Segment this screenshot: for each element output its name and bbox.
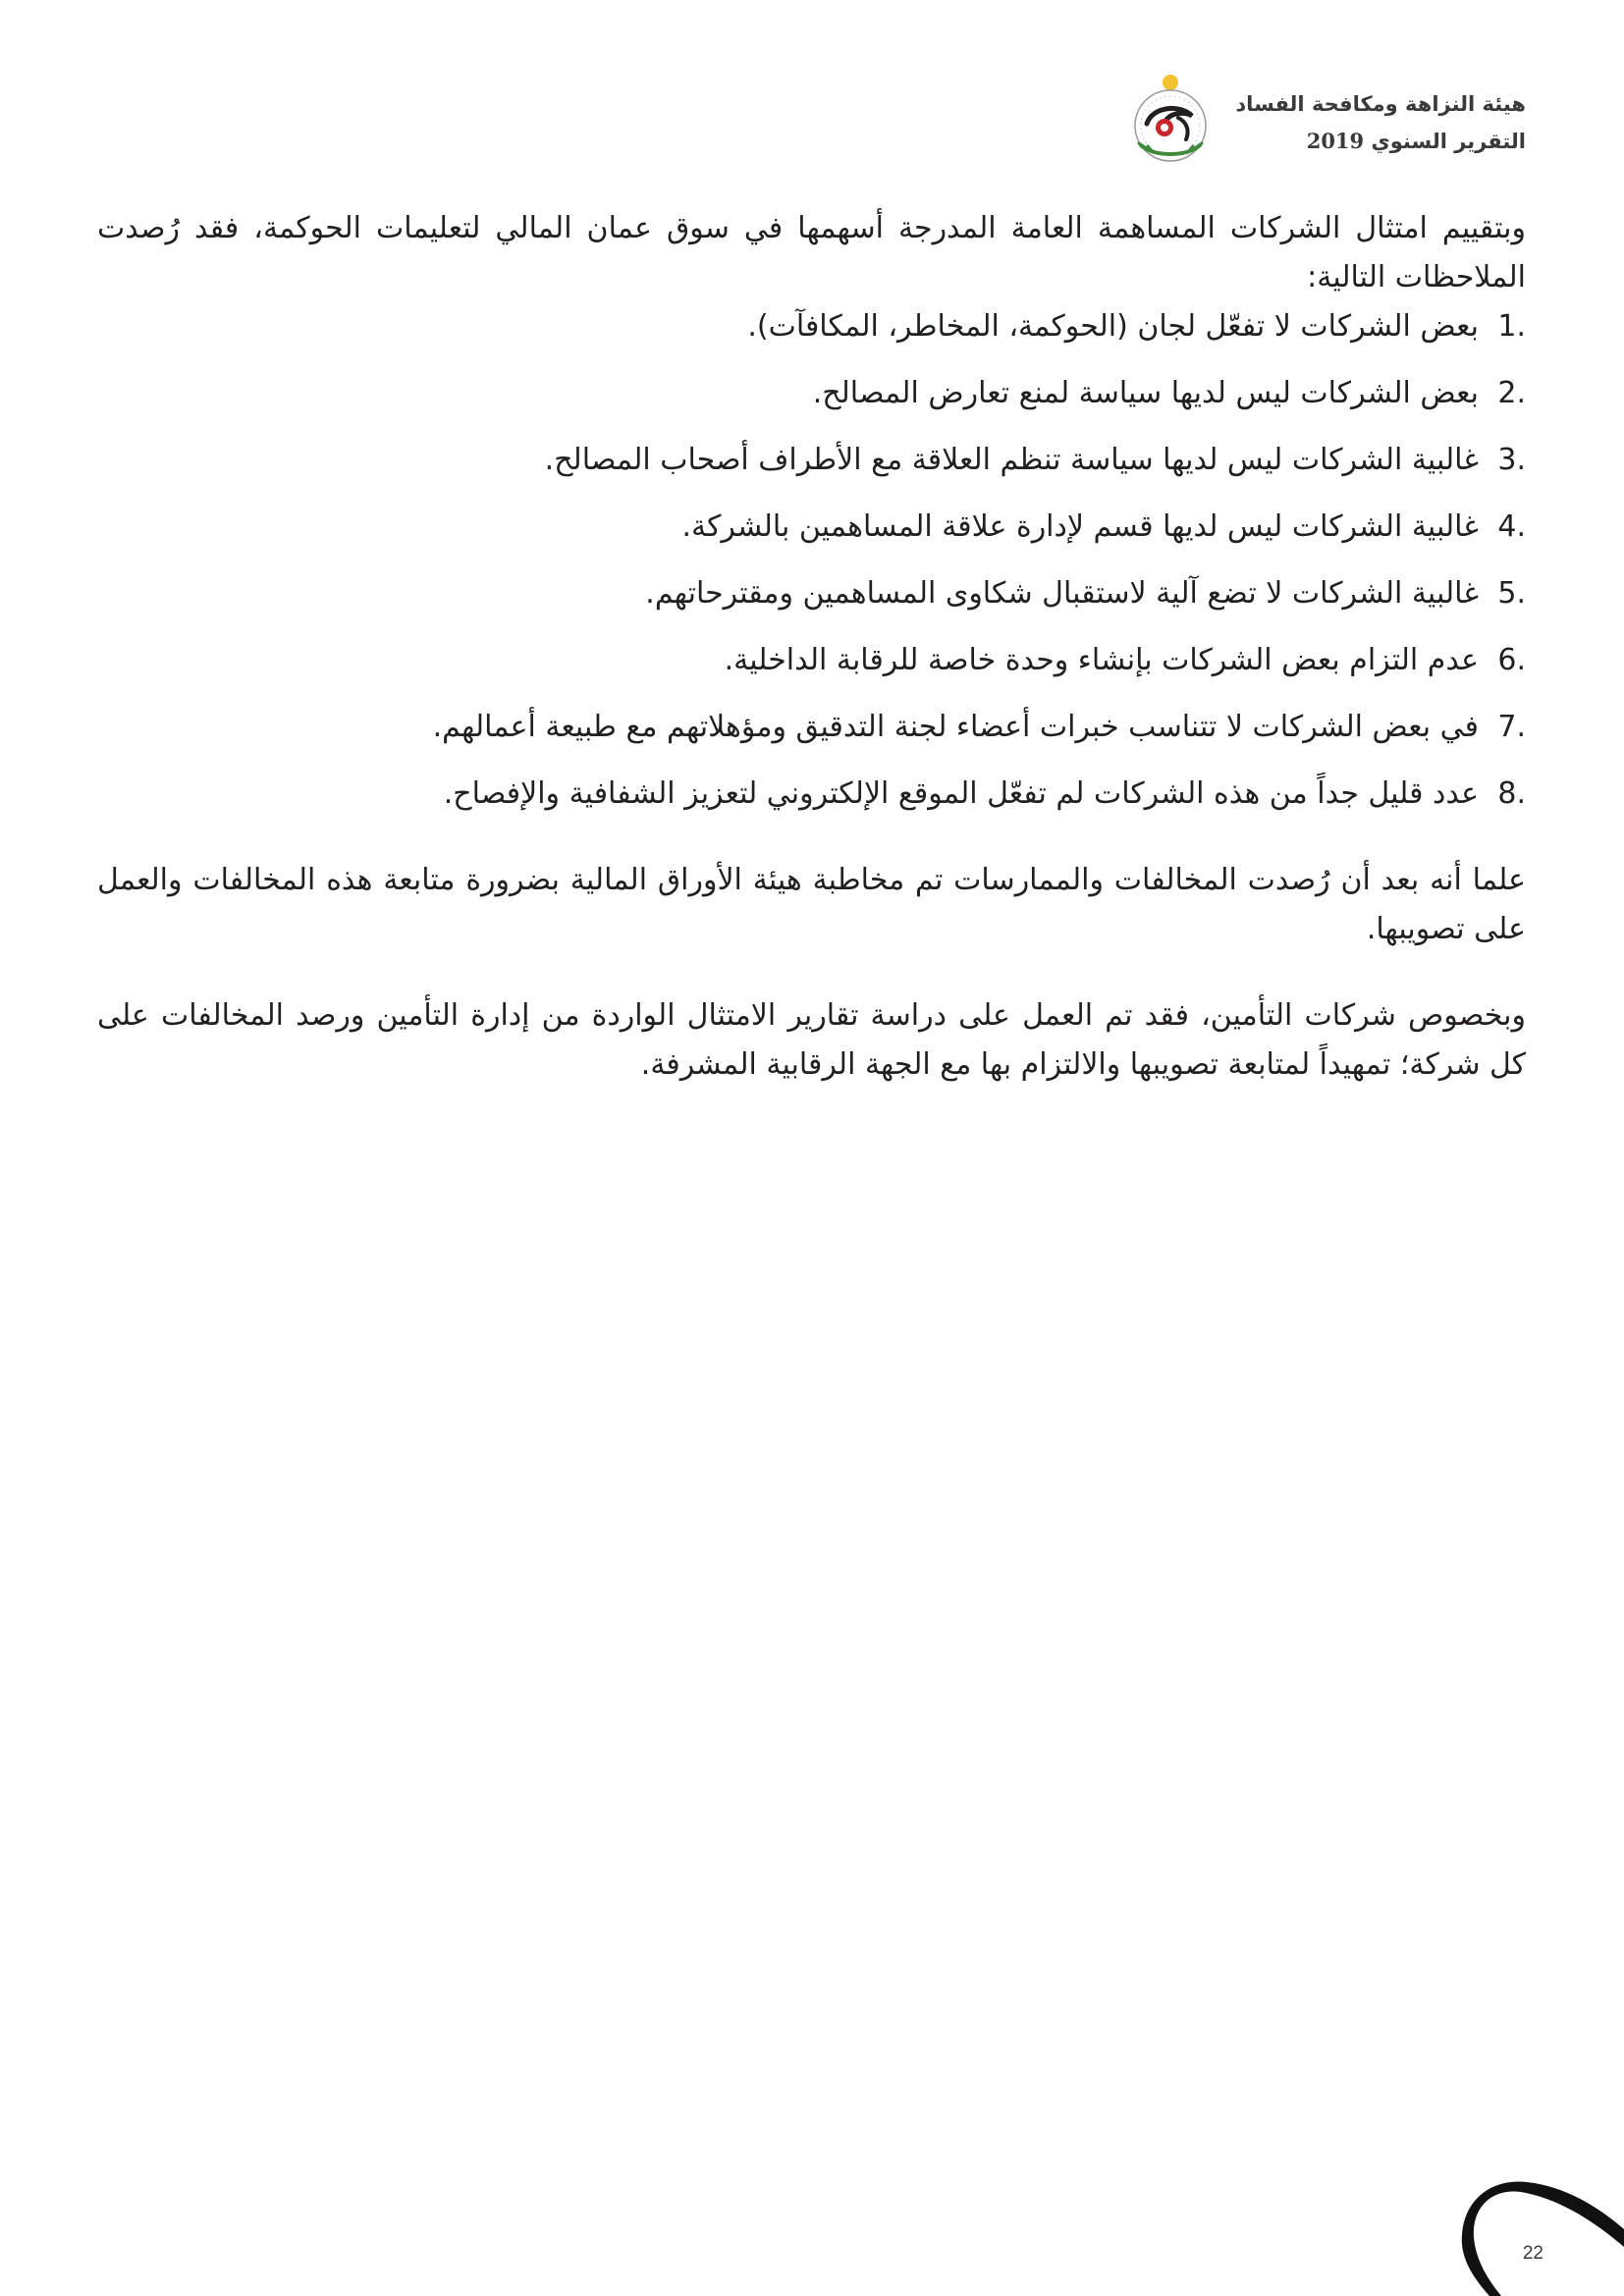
list-item-text: غالبية الشركات ليس لديها قسم لإدارة علاقة المساهمين بالشركة.	[681, 509, 1479, 544]
list-item-text: عدد قليل جداً من هذه الشركات لم تفعّل الموقع الإلكتروني لتعزيز الشفافية والإفصاح.	[443, 776, 1479, 811]
list-item-number: 5.	[1497, 576, 1526, 611]
followup-paragraph: علما أنه بعد أن رُصدت المخالفات والممارسات تم مخاطبة هيئة الأوراق المالية بضرورة متابعة هذه المخالفات والعمل على تصويبها.	[97, 863, 1526, 946]
list-item-number: 7.	[1497, 710, 1526, 744]
list-item	[97, 569, 1526, 618]
list-item	[97, 770, 1526, 819]
list-item-text: في بعض الشركات لا تتناسب خبرات أعضاء لجنة التدقيق ومؤهلاتهم مع طبيعة أعمالهم.	[432, 710, 1479, 744]
list-item-text: بعض الشركات ليس لديها سياسة لمنع تعارض المصالح.	[812, 376, 1479, 410]
list-item	[97, 703, 1526, 752]
list-item-text: عدم التزام بعض الشركات بإنشاء وحدة خاصة للرقابة الداخلية.	[724, 643, 1479, 677]
header-text-block	[1235, 85, 1526, 160]
list-item-number: 3.	[1497, 443, 1526, 477]
page-number: 22	[1522, 2243, 1543, 2264]
list-item-number: 2.	[1497, 376, 1526, 410]
list-item-text: غالبية الشركات ليس لديها سياسة تنظم العلاقة مع الأطراف أصحاب المصالح.	[544, 443, 1479, 477]
insurance-paragraph: وبخصوص شركات التأمين، فقد تم العمل على دراسة تقارير الامتثال الواردة من إدارة التأمين ورصد المخالفات على كل شركة؛ تمهيداً لمتابعة تصويبها والالتزام بها مع الجهة الرقابية المشرفة.	[97, 998, 1526, 1082]
list-item	[97, 302, 1526, 351]
intro-paragraph: وبتقييم امتثال الشركات المساهمة العامة المدرجة أسهمها في سوق عمان المالي لتعليمات الحوكمة، فقد رُصدت الملاحظات التالية:	[97, 211, 1526, 294]
report-title: التقرير السنوي	[1371, 130, 1526, 153]
list-item-text: غالبية الشركات لا تضع آلية لاستقبال شكاوى المساهمين ومقترحاتهم.	[645, 576, 1479, 611]
corner-swoosh-icon	[1442, 2178, 1624, 2296]
list-item-number: 8.	[1497, 776, 1526, 811]
list-item-number: 6.	[1497, 643, 1526, 677]
list-item	[97, 436, 1526, 485]
document-body	[97, 204, 1526, 1127]
org-name: هيئة النزاهة ومكافحة الفساد	[1235, 92, 1526, 116]
organization-logo-icon	[1123, 69, 1218, 177]
list-item-number: 4.	[1497, 509, 1526, 544]
list-item	[97, 636, 1526, 685]
sun-icon	[1163, 75, 1178, 90]
page-header	[1123, 69, 1526, 177]
list-item	[97, 503, 1526, 552]
list-item-number: 1.	[1497, 309, 1526, 344]
list-item	[97, 369, 1526, 418]
logo-swirl-tail	[1178, 118, 1188, 139]
list-item-text: بعض الشركات لا تفعّل لجان (الحوكمة، المخاطر، المكافآت).	[747, 309, 1479, 344]
report-year: 2019	[1306, 129, 1365, 153]
observations-list	[97, 302, 1526, 819]
report-title-line	[1235, 123, 1526, 160]
corner-swoosh-shape	[1462, 2182, 1624, 2296]
logo-red-circle-center	[1161, 124, 1168, 132]
